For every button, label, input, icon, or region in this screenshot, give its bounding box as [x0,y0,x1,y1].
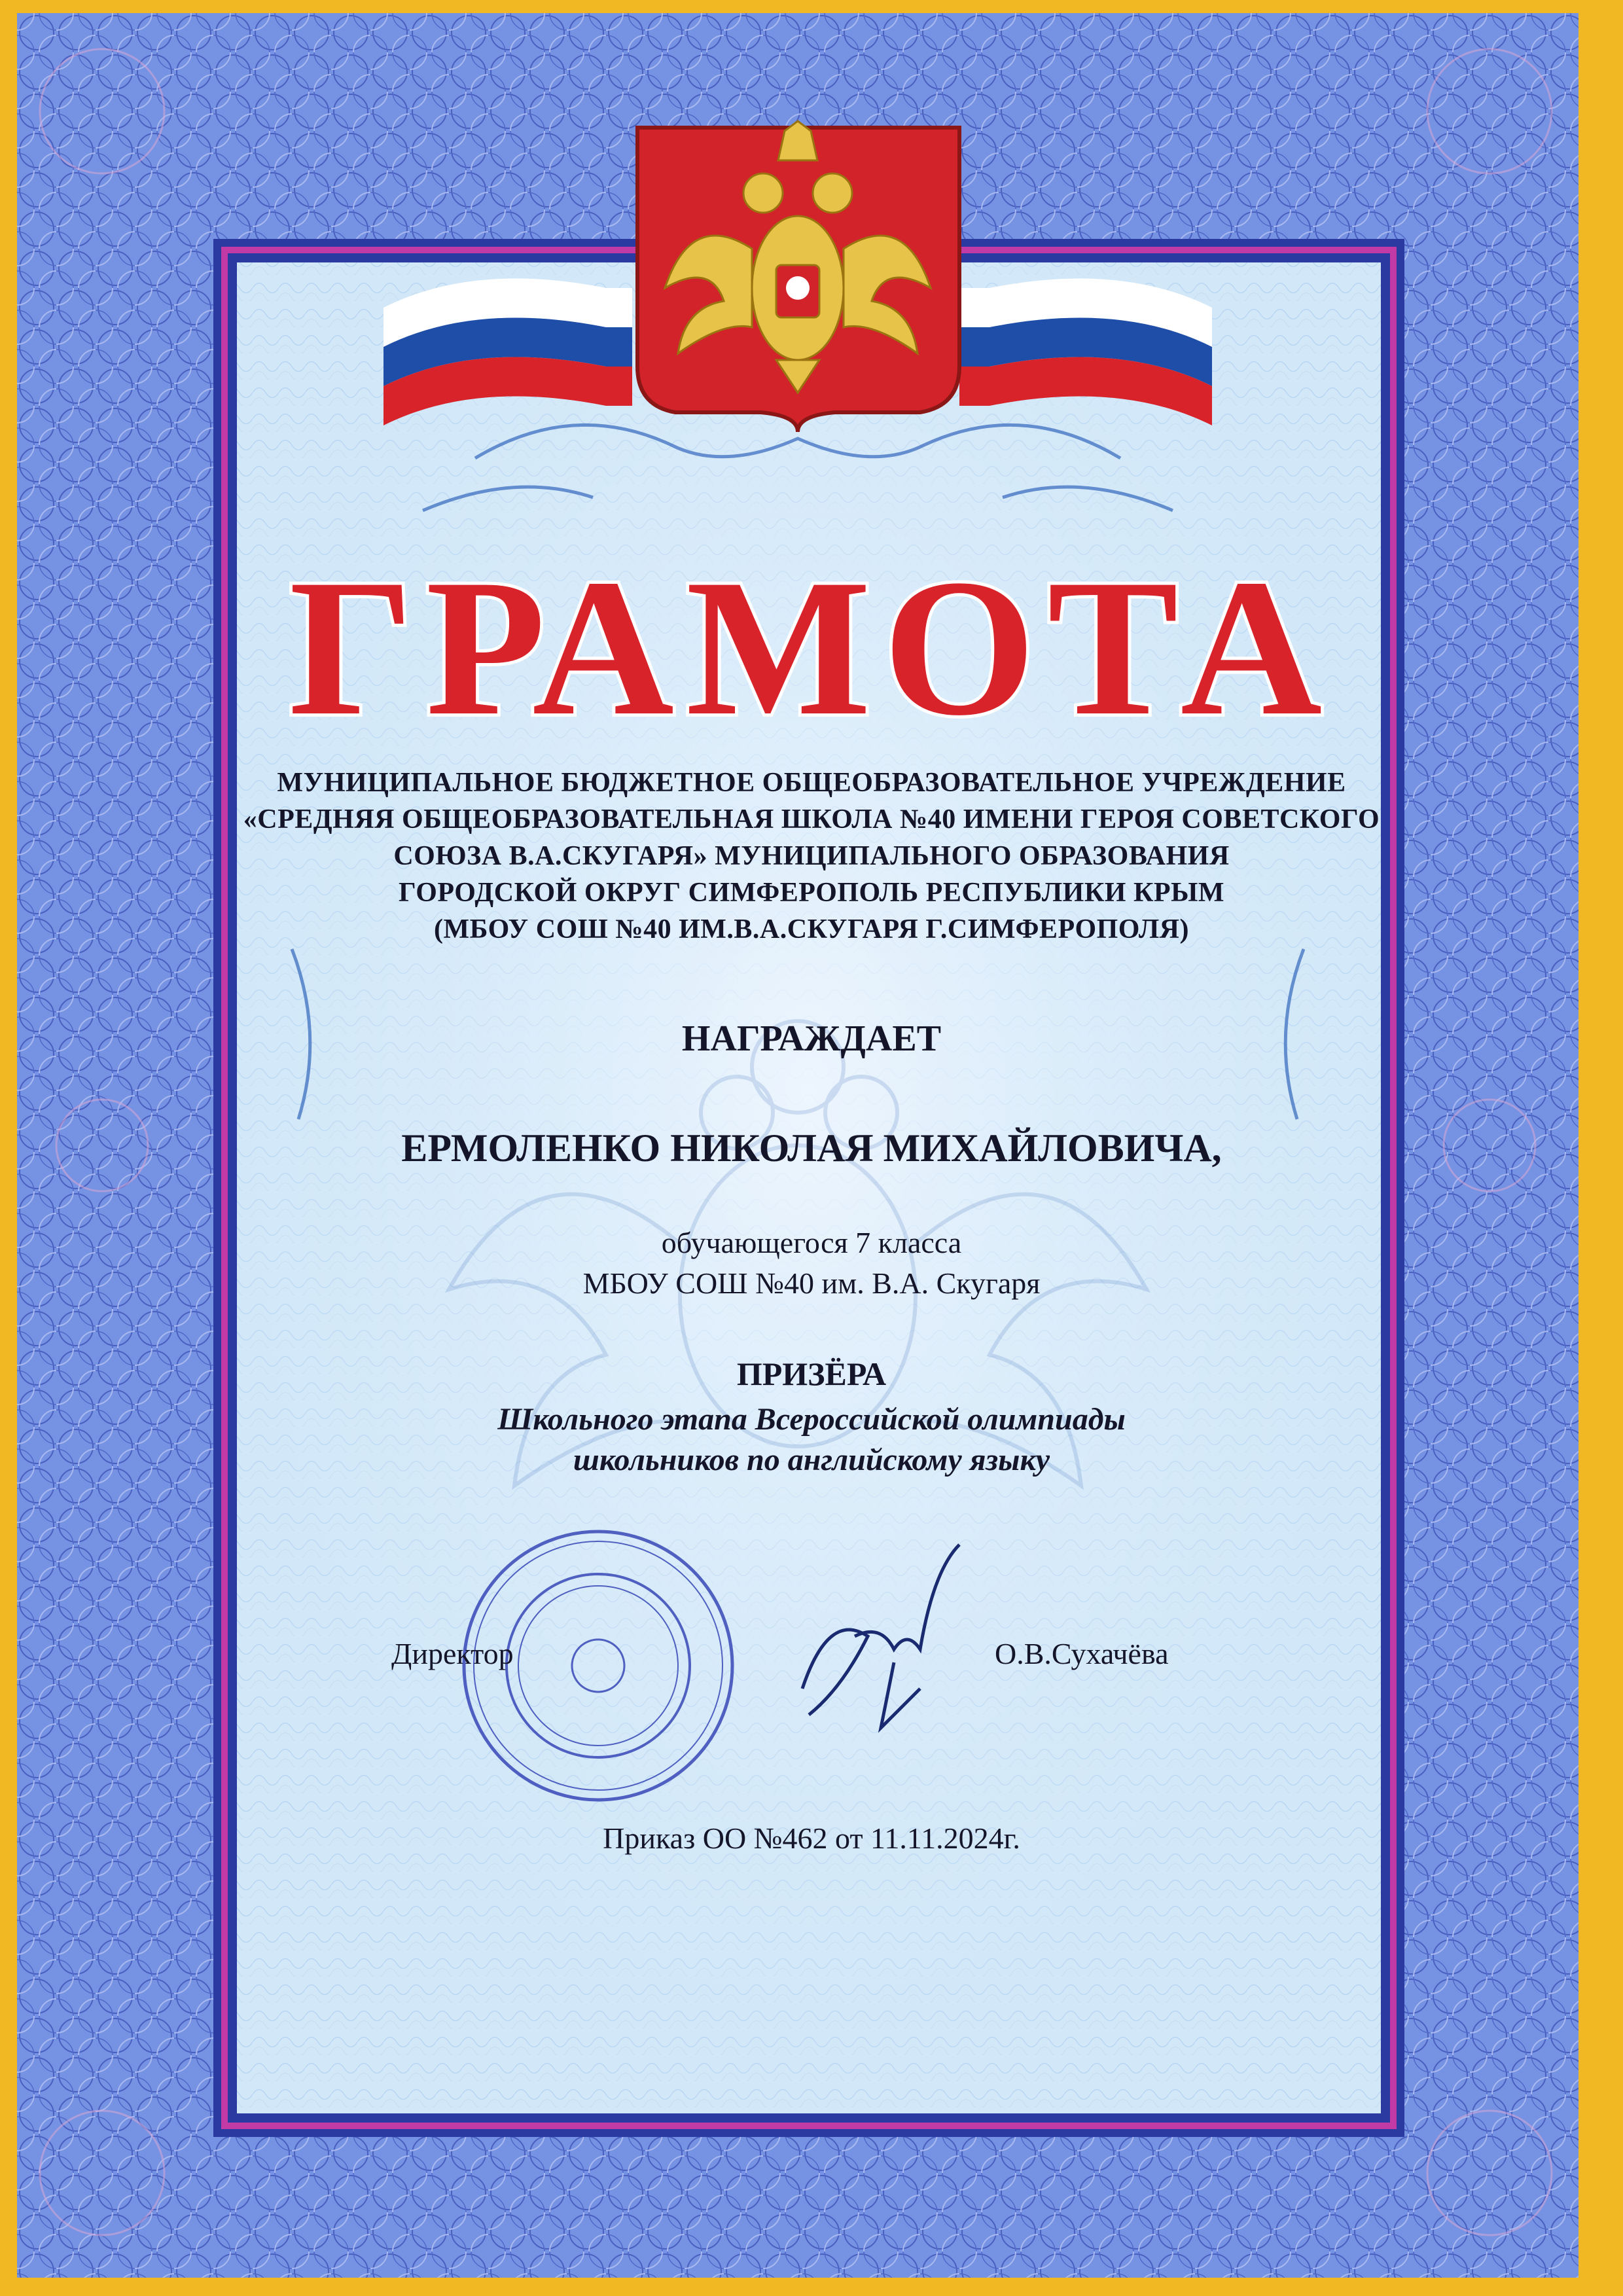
coat-of-arms-icon [637,121,959,432]
awards-label: НАГРАЖДАЕТ [681,1018,942,1059]
order-reference: Приказ ОО №462 от 11.11.2024г. [603,1821,1020,1855]
student-line: МБОУ СОШ №40 им. В.А. Скугаря [582,1266,1041,1300]
student-info [0,1223,1623,1304]
student-line: обучающегося 7 класса [661,1226,962,1259]
institution-line: (МБОУ СОШ №40 ИМ.В.А.СКУГАРЯ Г.СИМФЕРОПОЛЯ) [434,914,1189,944]
institution-line: СОЮЗА В.А.СКУГАРЯ» МУНИЦИПАЛЬНОГО ОБРАЗОВАНИЯ [393,841,1230,871]
signatory-name: О.В.Сухачёва [995,1637,1169,1670]
signatory-role: Директор [391,1637,514,1670]
event-line: школьников по английскому языку [573,1443,1050,1477]
institution-block [0,764,1623,948]
event-line: Школьного этапа Всероссийской олимпиады [497,1402,1126,1437]
title-text: ГРАМОТА [289,543,1334,753]
institution-line: «СРЕДНЯЯ ОБЩЕОБРАЗОВАТЕЛЬНАЯ ШКОЛА №40 ИМЕНИ ГЕРОЯ СОВЕТСКОГО [243,804,1380,834]
prize-label: ПРИЗЁРА [736,1355,887,1392]
event-description [0,1399,1623,1480]
recipient-name: ЕРМОЛЕНКО НИКОЛАЯ МИХАЙЛОВИЧА, [401,1126,1222,1170]
institution-line: МУНИЦИПАЛЬНОЕ БЮДЖЕТНОЕ ОБЩЕОБРАЗОВАТЕЛЬНОЕ УЧРЕЖДЕНИЕ [277,768,1346,798]
institution-line: ГОРОДСКОЙ ОКРУГ СИМФЕРОПОЛЬ РЕСПУБЛИКИ КРЫМ [399,878,1224,908]
certificate-title [0,543,1623,753]
